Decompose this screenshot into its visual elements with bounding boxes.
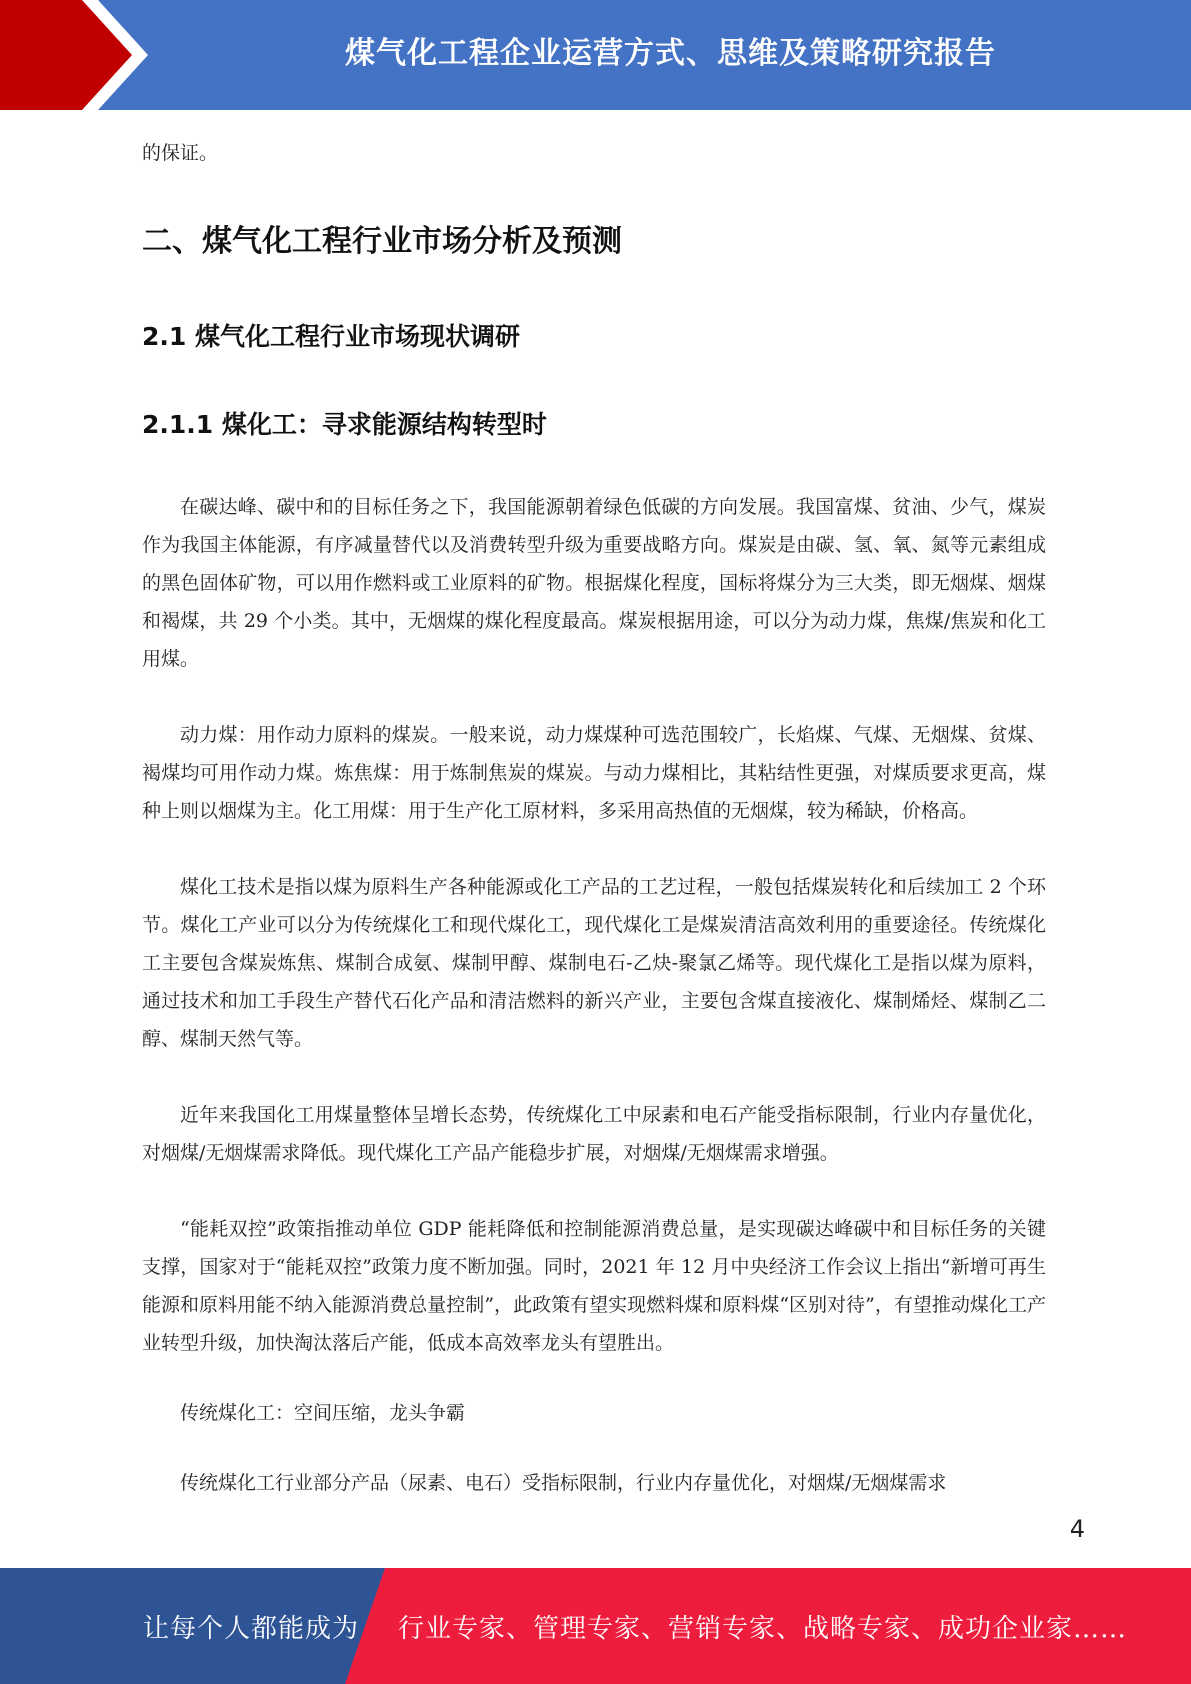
section-heading: 二、煤气化工程行业市场分析及预测 [142, 224, 622, 259]
paragraph: “能耗双控”政策指推动单位 GDP 能耗降低和控制能源消费总量，是实现碳达峰碳中和目标任务的关键支撑，国家对于“能耗双控”政策力度不断加强。同时，2021 年 12 月中央经济工作会议上指出“新增可再生能源和原料用能不纳入能源消费总量控制”，此政策有望实现燃料煤和原料煤“区别对待”，有望推动煤化工产业转型升级，加快淘汰落后产能，低成本高效率龙头有望胜出。 [142, 1218, 1046, 1354]
paragraph: 动力煤：用作动力原料的煤炭。一般来说，动力煤煤种可选范围较广，长焰煤、气煤、无烟煤、贫煤、褐煤均可用作动力煤。炼焦煤：用于炼制焦炭的煤炭。与动力煤相比，其粘结性更强，对煤质要求更高，煤种上则以烟煤为主。化工用煤：用于生产化工原材料，多采用高热值的无烟煤，较为稀缺，价格高。 [142, 724, 1046, 822]
page-footer [0, 1568, 1191, 1684]
document-body [142, 130, 1046, 1502]
page-number: 4 [1069, 1515, 1085, 1543]
paragraph-subtitle: 传统煤化工：空间压缩，龙头争霸 [180, 1402, 466, 1424]
paragraph: 在碳达峰、碳中和的目标任务之下，我国能源朝着绿色低碳的方向发展。我国富煤、贫油、少气，煤炭作为我国主体能源，有序减量替代以及消费转型升级为重要战略方向。煤炭是由碳、氢、氧、氮等元素组成的黑色固体矿物，可以用作燃料或工业原料的矿物。根据煤化程度，国标将煤分为三大类，即无烟煤、烟煤和褐煤，共 29 个小类。其中，无烟煤的煤化程度最高。煤炭根据用途，可以分为动力煤，焦煤/焦炭和化工用煤。 [142, 496, 1046, 670]
footer-slogan-right: 行业专家、管理专家、营销专家、战略专家、成功企业家…… [398, 1613, 1128, 1644]
paragraph: 煤化工技术是指以煤为原料生产各种能源或化工产品的工艺过程，一般包括煤炭转化和后续加工 2 个环节。煤化工产业可以分为传统煤化工和现代煤化工，现代煤化工是煤炭清洁高效利用的重要途径。传统煤化工主要包含煤炭炼焦、煤制合成氨、煤制甲醇、煤制电石-乙炔-聚氯乙烯等。现代煤化工是指以煤为原料，通过技术和加工手段生产替代石化产品和清洁燃料的新兴产业，主要包含煤直接液化、煤制烯烃、煤制乙二醇、煤制天然气等。 [142, 876, 1046, 1050]
page-header [0, 0, 1191, 110]
continuation-text: 的保证。 [142, 142, 219, 164]
footer-slogan-left: 让每个人都能成为 [143, 1613, 360, 1644]
subsection-heading: 2.1 煤气化工程行业市场现状调研 [142, 322, 520, 351]
report-title: 煤气化工程企业运营方式、思维及策略研究报告 [345, 36, 996, 71]
paragraph: 近年来我国化工用煤量整体呈增长态势，传统煤化工中尿素和电石产能受指标限制，行业内存量优化，对烟煤/无烟煤需求降低。现代煤化工产品产能稳步扩展，对烟煤/无烟煤需求增强。 [142, 1104, 1046, 1164]
paragraph: 传统煤化工行业部分产品（尿素、电石）受指标限制，行业内存量优化，对烟煤/无烟煤需求 [180, 1472, 947, 1494]
subsubsection-heading: 2.1.1 煤化工：寻求能源结构转型时 [142, 410, 547, 439]
